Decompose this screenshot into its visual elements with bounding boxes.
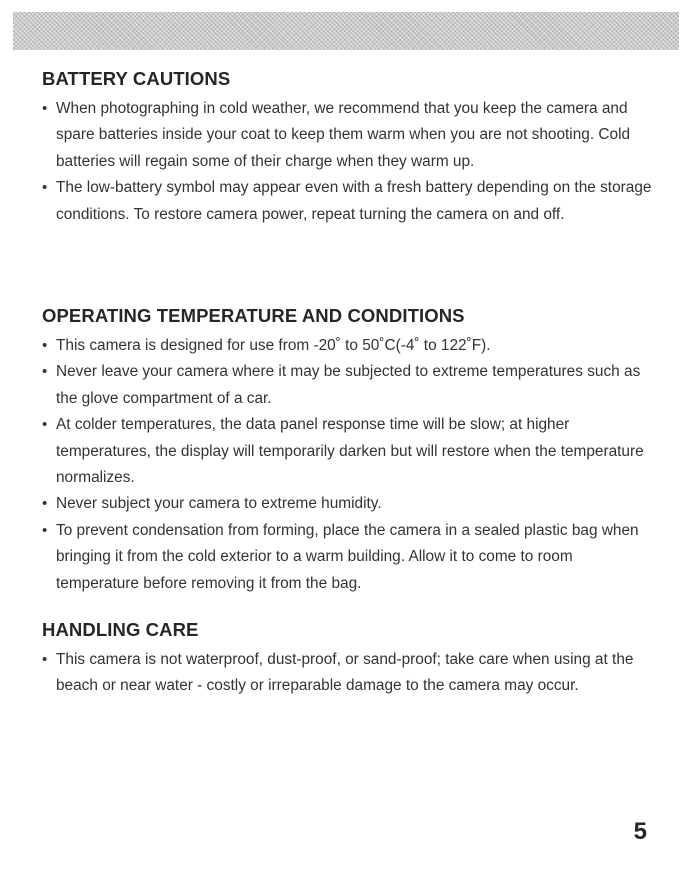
list-item: [42, 491, 652, 517]
list-item-text: This camera is not waterproof, dust-proof, or sand-proof; take care when using at the beach or near water - costly or irreparable damage to the camera may occur.: [56, 651, 634, 695]
list-item-text: When photographing in cold weather, we recommend that you keep the camera and spare batteries inside your coat to keep them warm when you are not shooting. Cold batteries will regain some of their charge when they warm up.: [56, 100, 631, 170]
list-item: [42, 359, 652, 412]
section-operating-temperature: [42, 305, 652, 597]
list-item-text: To prevent condensation from forming, place the camera in a sealed plastic bag when bringing it from the cold exterior to a warm building. Allow it to come to room temperature before removing it from the bag.: [56, 521, 639, 592]
list-item: [42, 175, 652, 228]
list-item-text: The low-battery symbol may appear even with a fresh battery depending on the storage conditions. To restore camera power, repeat turning the camera on and off.: [56, 179, 652, 223]
bullet-icon: •: [42, 100, 48, 117]
section-heading: BATTERY CAUTIONS: [42, 68, 231, 89]
section-heading: HANDLING CARE: [42, 619, 199, 640]
bullet-list: [42, 647, 652, 700]
bullet-icon: •: [42, 495, 48, 513]
bullet-icon: •: [42, 416, 48, 434]
bullet-icon: •: [42, 363, 48, 381]
list-item: [42, 647, 652, 700]
list-item-text: At colder temperatures, the data panel response time will be slow; at higher temperatures, the display will temporarily darken but will restore when the temperature normalizes.: [56, 416, 644, 487]
list-item-text: Never leave your camera where it may be subjected to extreme temperatures such as the glove compartment of a car.: [56, 363, 641, 407]
section-battery-cautions: [42, 68, 652, 228]
bullet-list: [42, 333, 652, 597]
bullet-icon: •: [42, 179, 48, 197]
bullet-icon: •: [42, 651, 48, 668]
section-handling-care: [42, 619, 652, 700]
header-band: [13, 12, 679, 50]
list-item: [42, 333, 652, 359]
list-item: [42, 518, 652, 597]
bullet-list: [42, 96, 652, 228]
list-item-text: Never subject your camera to extreme humidity.: [56, 495, 382, 513]
list-item-text: This camera is designed for use from -20˚ to 50˚C(-4˚ to 122˚F).: [56, 337, 491, 354]
bullet-icon: •: [42, 521, 48, 539]
page-number: 5: [633, 818, 647, 845]
list-item: [42, 412, 652, 491]
list-item: [42, 96, 652, 175]
section-heading: OPERATING TEMPERATURE AND CONDITIONS: [42, 305, 465, 326]
bullet-icon: •: [42, 337, 48, 354]
